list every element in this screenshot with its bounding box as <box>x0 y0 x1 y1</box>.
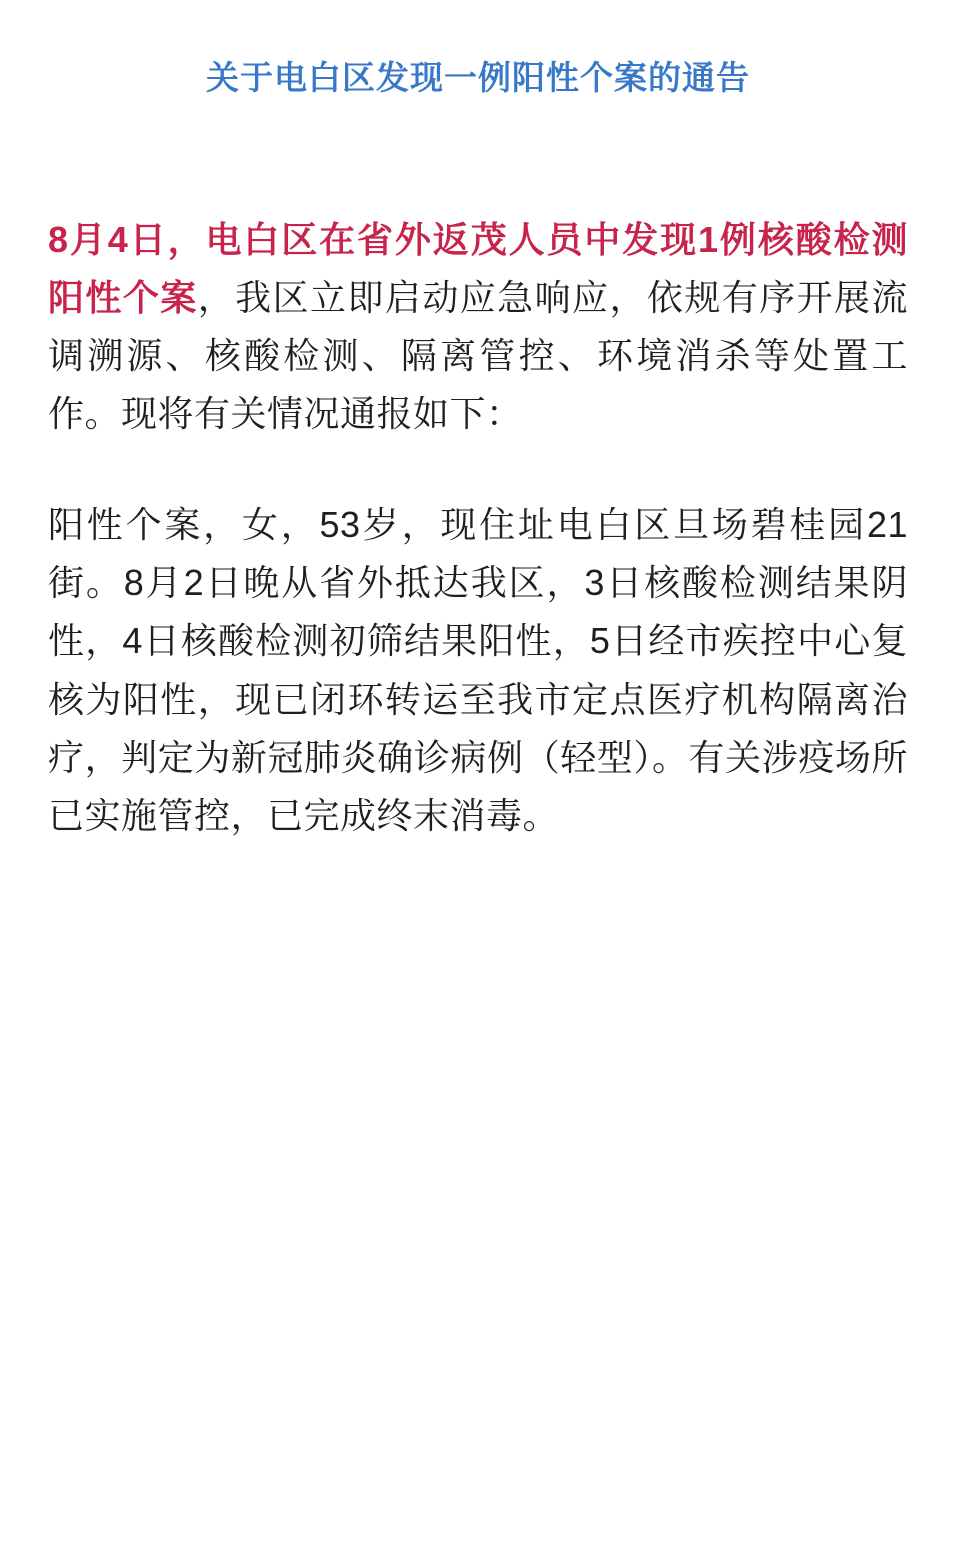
paragraph-1-text: ，我区立即启动应急响应，依规有序开展流调溯源、核酸检测、隔离管控、环境消杀等处置工作。现将有关情况通报如下： <box>48 276 908 435</box>
paragraph-2-text: 阳性个案，女，53岁，现住址电白区旦场碧桂园21街。8月2日晚从省外抵达我区，3日核酸检测结果阴性，4日核酸检测初筛结果阳性，5日经市疾控中心复核为阳性，现已闭环转运至我市定点医疗机构隔离治疗，判定为新冠肺炎确诊病例（轻型）。有关涉疫场所已实施管控，已完成终末消毒。 <box>48 503 908 837</box>
paragraph-1-highlight: 8月4日，电白区在省外返茂人员中发现1例核酸检测阳性个案 <box>48 218 908 318</box>
document-body <box>48 211 908 846</box>
paragraph-1 <box>48 211 908 444</box>
page-title: 关于电白区发现一例阳性个案的通告 <box>206 59 750 96</box>
paragraph-2 <box>48 496 908 846</box>
